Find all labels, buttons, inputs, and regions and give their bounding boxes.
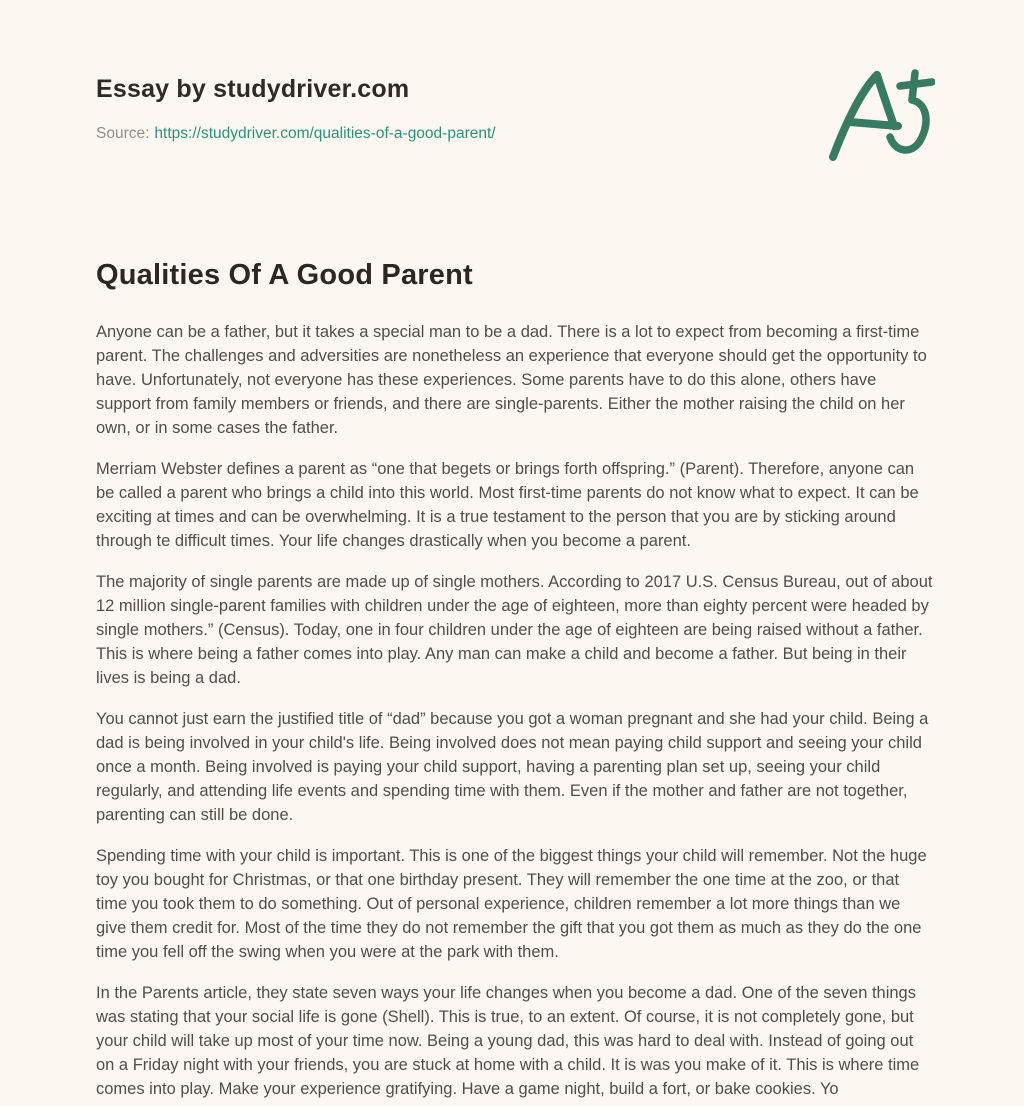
studydriver-logo (823, 63, 935, 163)
source-line (96, 125, 934, 143)
essay-title: Qualities Of A Good Parent (96, 259, 473, 291)
logo-plus-horizontal-stroke (900, 82, 932, 86)
source-link[interactable]: https://studydriver.com/qualities-of-a-good-parent/ (154, 125, 496, 142)
essay-paragraph-3: The majority of single parents are made up of single mothers. According to 2017 U.S. Census Bureau, out of about 12 million single-parent families with children under the age of eighteen, more than eighty percent were headed by single mothers.” (Census). Today, one in four children under the age of eighteen are being raised without a father. This is where being a father comes into play. Any man can make a child and become a father. But being in their lives is being a dad. (96, 573, 933, 687)
essay-content (96, 258, 934, 1101)
source-label: Source: (96, 125, 150, 142)
page-header (96, 76, 934, 143)
logo-a-right-stroke (877, 75, 894, 126)
essay-paragraph-2: Merriam Webster defines a parent as “one that begets or brings forth offspring.” (Parent). Therefore, anyone can be called a parent who brings a child into this world. Most first-time parents do not know what to expect. It can be exciting at times and can be overwhelming. It is a true testament to the person that you are by sticking around through te difficult times. Your life changes drastically when you become a parent. (96, 460, 919, 550)
essay-paragraph-5: Spending time with your child is important. This is one of the biggest things your child will remember. Not the huge toy you bought for Christmas, or that one birthday present. They will remember the one time at the zoo, or that time you took them to do something. Out of personal experience, children remember a lot more things than we give them credit for. Most of the time they do not remember the gift that you got them as much as they do the one time you fell off the swing when you were at the park with them. (96, 847, 927, 961)
essay-paragraph-6: In the Parents article, they state seven ways your life changes when you become a dad. One of the seven things was stating that your social life is gone (Shell). This is true, to an extent. Of course, it is not completely gone, but your child will take up most of your time now. Being a young dad, this was hard to deal with. Instead of going out on a Friday night with your friends, you are stuck at home with a child. It is was you make of it. This is where time comes into play. Make your experience gratifying. Have a game night, build a fort, or bake cookies. Yo (96, 984, 920, 1098)
a-plus-logo-icon (823, 63, 935, 163)
logo-a-crossbar-stroke (850, 122, 898, 126)
essay-paragraph-4: You cannot just earn the justified title of “dad” because you got a woman pregnant and she had your child. Being a dad is being involved in your child's life. Being involved does not mean paying child support and seeing your child once a month. Being involved is paying your child support, having a parenting plan set up, seeing your child regularly, and attending life events and spending time with them. Even if the mother and father are not together, parenting can still be done. (96, 710, 929, 824)
logo-a-left-stroke (833, 75, 877, 157)
essay-body (96, 320, 934, 1101)
page-title: Essay by studydriver.com (96, 75, 410, 103)
essay-paragraph-1: Anyone can be a father, but it takes a special man to be a dad. There is a lot to expect from becoming a first-time parent. The challenges and adversities are nonetheless an experience that everyone should get the opportunity to have. Unfortunately, not everyone has these experiences. Some parents have to do this alone, others have support from family members or friends, and there are single-parents. Either the mother raising the child on her own, or in some cases the father. (96, 323, 927, 437)
